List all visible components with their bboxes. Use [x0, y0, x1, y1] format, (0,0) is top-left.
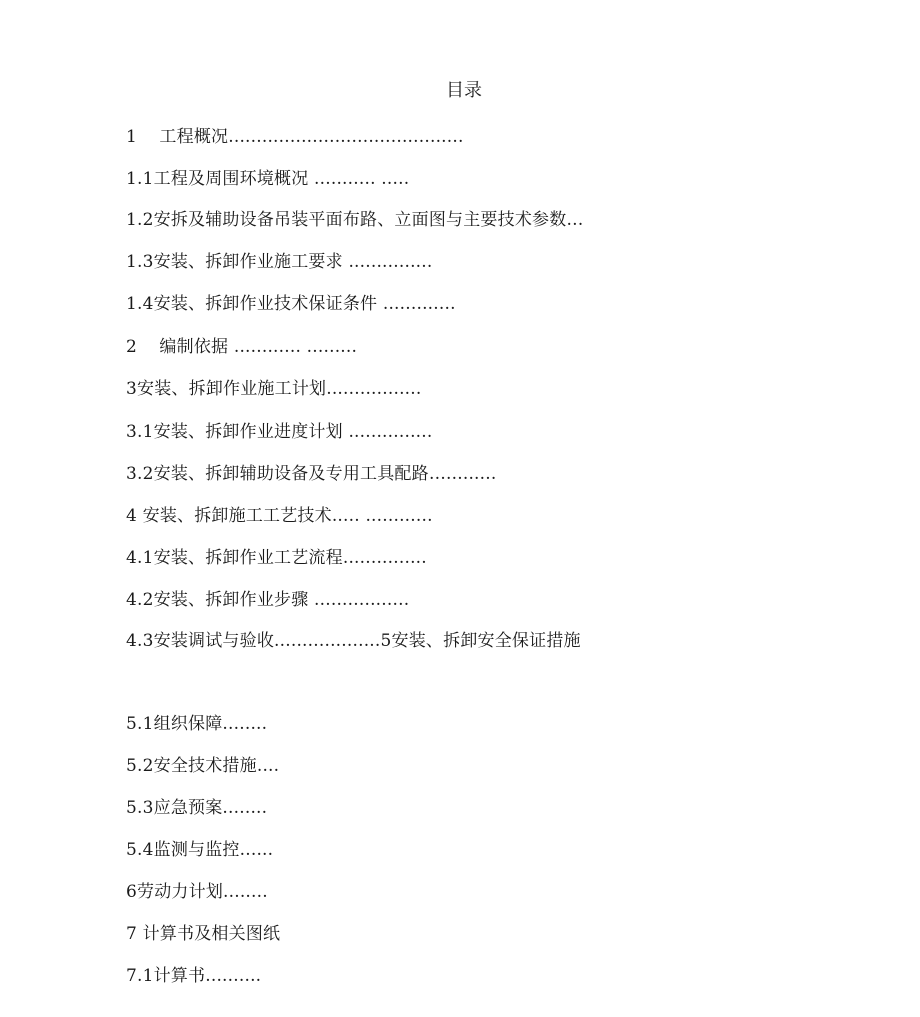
- toc-entry: 4.2安装、拆卸作业步骤 .................: [126, 590, 410, 610]
- toc-title: 目录: [446, 80, 482, 101]
- toc-entry: 4 安装、拆卸施工工艺技术..... ............: [126, 506, 433, 526]
- toc-entry: 4.1安装、拆卸作业工艺流程...............: [126, 548, 427, 568]
- toc-entry: 5.4监测与监控......: [126, 840, 274, 860]
- toc-entry: 3安装、拆卸作业施工计划.................: [126, 379, 422, 399]
- toc-entry: 1 工程概况..........................................: [126, 127, 464, 147]
- toc-entry: 4.3安装调试与验收...................5安装、拆卸安全保证措施: [126, 631, 581, 651]
- toc-entry: 3.1安装、拆卸作业进度计划 ...............: [126, 422, 433, 442]
- toc-entry: 7 计算书及相关图纸: [126, 924, 281, 944]
- toc-entry: 6劳动力计划........: [126, 882, 268, 902]
- toc-entry: 7.1计算书..........: [126, 966, 262, 986]
- toc-entry: 5.3应急预案........: [126, 798, 268, 818]
- toc-entry: 1.2安拆及辅助设备吊装平面布路、立面图与主要技术参数…: [126, 210, 584, 230]
- toc-entry: 2 编制依据 ............ .........: [126, 337, 358, 357]
- toc-entry: 1.3安装、拆卸作业施工要求 ...............: [126, 252, 433, 272]
- toc-entry: 3.2安装、拆卸辅助设备及专用工具配路….........: [126, 464, 497, 484]
- toc-entry: 1.4安装、拆卸作业技术保证条件 .............: [126, 294, 456, 314]
- toc-entry: 5.1组织保障........: [126, 714, 268, 734]
- toc-entry: 1.1工程及周围环境概况 ........... .....: [126, 169, 410, 189]
- toc-entry: 5.2安全技术措施....: [126, 756, 280, 776]
